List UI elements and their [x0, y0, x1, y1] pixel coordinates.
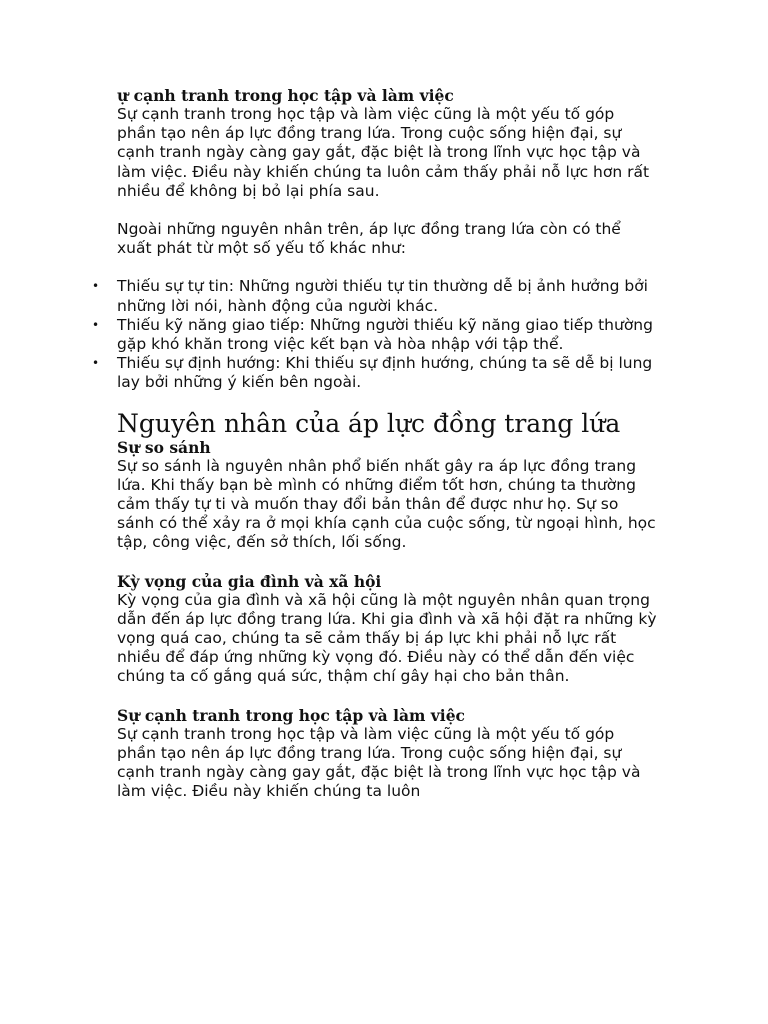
- list-item-text: Thiếu kỹ năng giao tiếp: Những người thiếu kỹ năng giao tiếp thường gặp khó khăn trong việc kết bạn và hòa nhập với tập thể.: [117, 315, 653, 354]
- list-item: [92, 354, 657, 392]
- bullet-icon: •: [92, 356, 100, 371]
- subsection-paragraph-comparison: Sự so sánh là nguyên nhân phổ biến nhất gây ra áp lực đồng trang lứa. Khi thấy bạn bè mình có những điểm tốt hơn, chúng ta thường cảm thấy tự ti và muốn thay đổi bản thân để được như họ. Sự so sánh có thể xảy ra ở mọi khía cạnh của cuộc sống, từ ngoại hình, học tập, công việc, đến sở thích, lối sống.: [117, 456, 656, 552]
- document-page: [92, 86, 657, 801]
- list-item-text: Thiếu sự tự tin: Những người thiếu tự tin thường dễ bị ảnh hưởng bởi những lời nói, hành động của người khác.: [117, 277, 648, 315]
- main-section-title: Nguyên nhân của áp lực đồng trang lứa: [117, 408, 621, 438]
- other-causes-list: [92, 277, 657, 392]
- section-paragraph-competition-top: Sự cạnh tranh trong học tập và làm việc cũng là một yếu tố góp phần tạo nên áp lực đồng trang lứa. Trong cuộc sống hiện đại, sự cạnh tranh ngày càng gay gắt, đặc biệt là trong lĩnh vực học tập và làm việc. Điều này khiến chúng ta luôn cảm thấy phải nỗ lực hơn rất nhiều để không bị bỏ lại phía sau.: [117, 105, 650, 200]
- section-heading-competition-top: ự cạnh tranh trong học tập và làm việc: [117, 86, 454, 105]
- paragraph-gap: [117, 687, 657, 706]
- bullet-icon: •: [92, 279, 100, 294]
- subsection-paragraph-expectations: Kỳ vọng của gia đình và xã hội cũng là một nguyên nhân quan trọng dẫn đến áp lực đồng trang lứa. Khi gia đình và xã hội đặt ra những kỳ vọng quá cao, chúng ta sẽ cảm thấy bị áp lực khi phải nỗ lực rất nhiều để đáp ứng những kỳ vọng đó. Điều này có thể dẫn đến việc chúng ta cố gắng quá sức, thậm chí gây hại cho bản thân.: [117, 590, 657, 686]
- other-causes-intro: Ngoài những nguyên nhân trên, áp lực đồng trang lứa còn có thể xuất phát từ một số yếu tố khác như:: [117, 220, 621, 258]
- subsection-heading-expectations: Kỳ vọng của gia đình và xã hội: [117, 571, 382, 591]
- bullet-icon: •: [92, 317, 100, 332]
- subsection-heading-competition: Sự cạnh tranh trong học tập và làm việc: [117, 705, 465, 725]
- paragraph-gap: [117, 201, 657, 220]
- subsection-paragraph-competition: Sự cạnh tranh trong học tập và làm việc cũng là một yếu tố góp phần tạo nên áp lực đồng trang lứa. Trong cuộc sống hiện đại, sự cạnh tranh ngày càng gay gắt, đặc biệt là trong lĩnh vực học tập và làm việc. Điều này khiến chúng ta luôn: [117, 724, 641, 801]
- list-item: [92, 315, 657, 354]
- paragraph-gap: [117, 553, 657, 572]
- subsection-heading-comparison: Sự so sánh: [117, 437, 211, 457]
- list-item: [92, 277, 657, 315]
- paragraph-gap: [117, 258, 657, 277]
- list-item-text: Thiếu sự định hướng: Khi thiếu sự định hướng, chúng ta sẽ dễ bị lung lay bởi những ý kiến bên ngoài.: [117, 354, 653, 392]
